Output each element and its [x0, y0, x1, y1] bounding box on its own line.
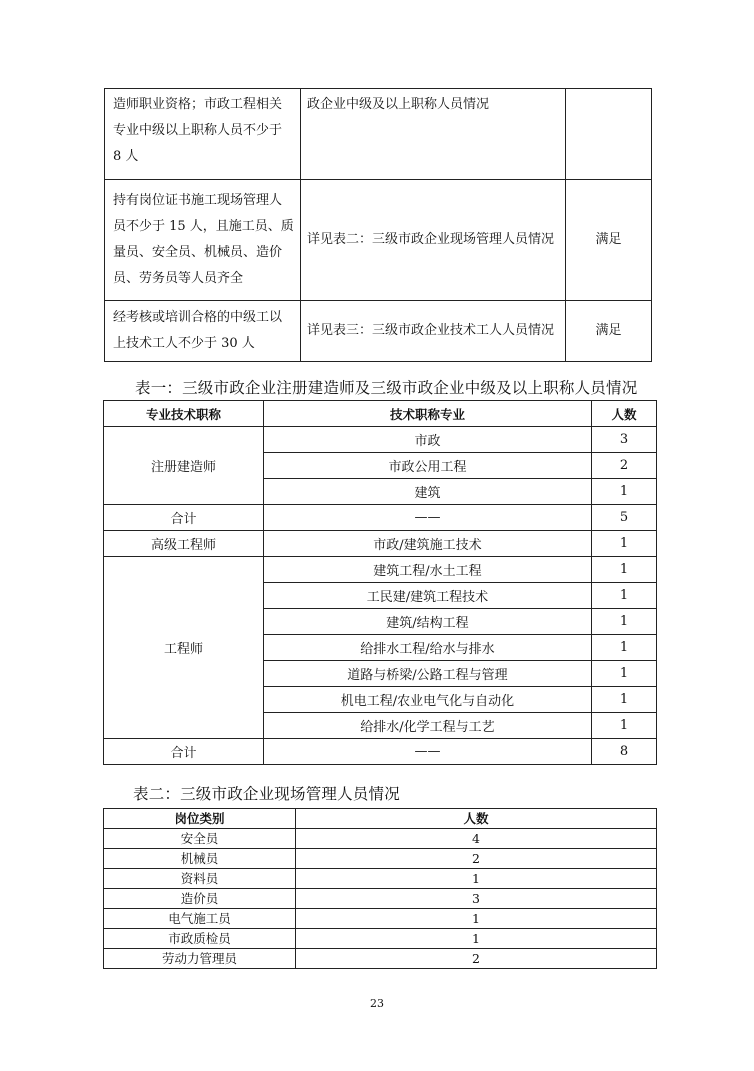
requirement-row — [105, 180, 652, 301]
count-cell: 3 — [296, 889, 657, 909]
registered-engineers-table — [103, 400, 657, 765]
count-cell: 1 — [592, 713, 657, 739]
specialty-cell: 市政公用工程 — [264, 453, 592, 479]
count-cell: 2 — [592, 453, 657, 479]
count-cell: 8 — [592, 739, 657, 765]
table-row — [104, 909, 657, 929]
specialty-cell: 建筑/结构工程 — [264, 609, 592, 635]
count-cell: 5 — [592, 505, 657, 531]
site-management-table — [103, 808, 657, 969]
requirement-text: 经考核或培训合格的中级工以上技术工人不少于 30 人 — [105, 301, 301, 362]
count-cell: 1 — [592, 661, 657, 687]
table2-caption: 表二：三级市政企业现场管理人员情况 — [133, 785, 400, 803]
requirement-text: 持有岗位证书施工现场管理人员不少于 15 人，且施工员、质量员、安全员、机械员、造价员、劳务员等人员齐全 — [105, 180, 301, 301]
table-row — [104, 829, 657, 849]
table-body — [104, 427, 657, 765]
count-cell: 2 — [296, 949, 657, 969]
specialty-cell: 给排水工程/给水与排水 — [264, 635, 592, 661]
count-cell: 1 — [592, 635, 657, 661]
table-row — [104, 929, 657, 949]
column-header: 人数 — [296, 809, 657, 829]
title-cell: 注册建造师 — [104, 427, 264, 505]
column-header: 技术职称专业 — [264, 401, 592, 427]
title-cell: 工程师 — [104, 557, 264, 739]
requirement-text: 造师职业资格；市政工程相关专业中级以上职称人员不少于 8 人 — [105, 89, 301, 180]
count-cell: 1 — [296, 929, 657, 949]
table-row — [104, 427, 657, 453]
count-cell: 1 — [592, 531, 657, 557]
specialty-cell: 机电工程/农业电气化与自动化 — [264, 687, 592, 713]
count-cell: 1 — [296, 909, 657, 929]
position-cell: 劳动力管理员 — [104, 949, 296, 969]
count-cell: 1 — [592, 479, 657, 505]
specialty-cell: 建筑 — [264, 479, 592, 505]
column-header: 人数 — [592, 401, 657, 427]
count-cell: 1 — [592, 583, 657, 609]
table-row — [104, 739, 657, 765]
requirement-row — [105, 89, 652, 180]
requirements-table — [104, 88, 652, 362]
table-header-row — [104, 401, 657, 427]
table-row — [104, 849, 657, 869]
position-cell: 机械员 — [104, 849, 296, 869]
count-cell: 1 — [592, 609, 657, 635]
position-cell: 市政质检员 — [104, 929, 296, 949]
evidence-text: 详见表三：三级市政企业技术工人人员情况 — [301, 301, 566, 362]
count-cell: 1 — [296, 869, 657, 889]
specialty-cell: —— — [264, 739, 592, 765]
count-cell: 3 — [592, 427, 657, 453]
column-header: 专业技术职称 — [104, 401, 264, 427]
title-cell: 合计 — [104, 505, 264, 531]
position-cell: 安全员 — [104, 829, 296, 849]
requirement-row — [105, 301, 652, 362]
table-row — [104, 869, 657, 889]
position-cell: 造价员 — [104, 889, 296, 909]
specialty-cell: 建筑工程/水土工程 — [264, 557, 592, 583]
specialty-cell: 市政/建筑施工技术 — [264, 531, 592, 557]
evidence-text: 详见表二：三级市政企业现场管理人员情况 — [301, 180, 566, 301]
status-text: 满足 — [566, 180, 652, 301]
table-row — [104, 949, 657, 969]
table-body — [104, 829, 657, 969]
table-row — [104, 889, 657, 909]
table1-caption: 表一：三级市政企业注册建造师及三级市政企业中级及以上职称人员情况 — [135, 379, 638, 397]
count-cell: 1 — [592, 557, 657, 583]
page-number: 23 — [370, 997, 384, 1010]
table-row — [104, 505, 657, 531]
status-text: 满足 — [566, 301, 652, 362]
specialty-cell: 给排水/化学工程与工艺 — [264, 713, 592, 739]
specialty-cell: —— — [264, 505, 592, 531]
count-cell: 1 — [592, 687, 657, 713]
evidence-text: 政企业中级及以上职称人员情况 — [301, 89, 566, 180]
status-text — [566, 89, 652, 180]
specialty-cell: 市政 — [264, 427, 592, 453]
specialty-cell: 道路与桥梁/公路工程与管理 — [264, 661, 592, 687]
count-cell: 2 — [296, 849, 657, 869]
title-cell: 高级工程师 — [104, 531, 264, 557]
title-cell: 合计 — [104, 739, 264, 765]
table-header-row — [104, 809, 657, 829]
table-row — [104, 531, 657, 557]
position-cell: 资料员 — [104, 869, 296, 889]
count-cell: 4 — [296, 829, 657, 849]
position-cell: 电气施工员 — [104, 909, 296, 929]
specialty-cell: 工民建/建筑工程技术 — [264, 583, 592, 609]
column-header: 岗位类别 — [104, 809, 296, 829]
table-row — [104, 557, 657, 583]
